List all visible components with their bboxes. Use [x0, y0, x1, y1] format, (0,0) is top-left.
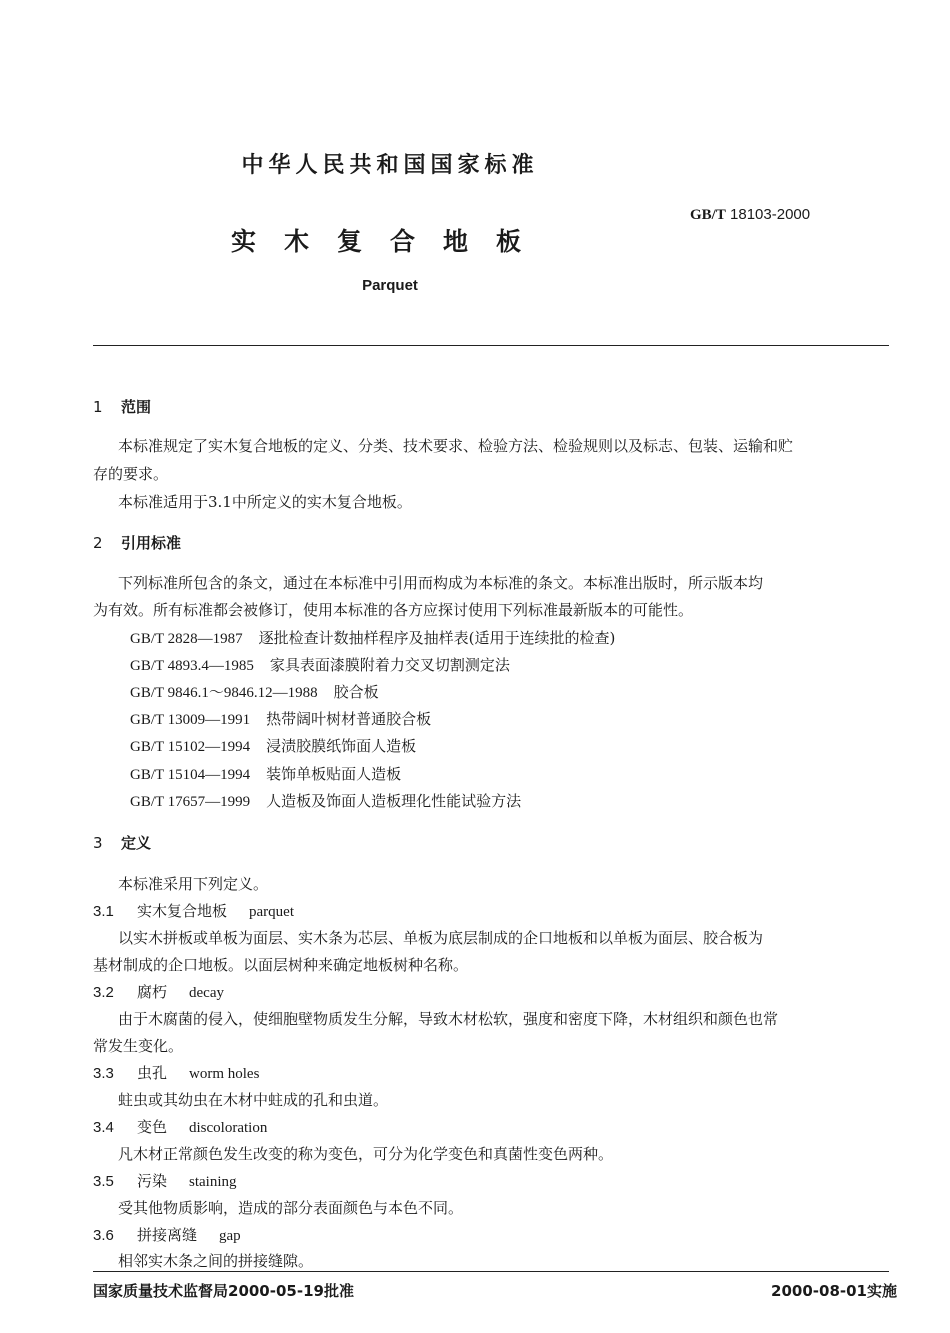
definition-term: [93, 1062, 259, 1083]
reference-code: GB/T 2828—1987: [130, 631, 243, 647]
definition-term-en: worm holes: [189, 1066, 260, 1082]
document-title: 实木复合地板: [230, 227, 549, 256]
definition-term: [93, 1224, 241, 1245]
reference-item: [130, 735, 416, 756]
definition-term-cn: 实木复合地板: [137, 902, 228, 920]
definition-text-line1: 相邻实木条之间的拼接缝隙。: [118, 1252, 314, 1270]
definition-term: [93, 1170, 237, 1191]
reference-title: 热带阔叶树材普通胶合板: [266, 710, 432, 728]
section-title: 定义: [121, 834, 152, 852]
reference-item: [130, 790, 521, 811]
definition-text-line1: 以实木拼板或单板为面层、实木条为芯层、单板为底层制成的企口地板和以单板为面层、胶合板为: [118, 929, 764, 947]
definition-term-en: decay: [189, 985, 224, 1001]
standard-code-prefix: GB/T: [690, 207, 726, 223]
reference-item: [130, 654, 510, 675]
definition-number: 3.3: [93, 1065, 114, 1082]
reference-code: GB/T 13009—1991: [130, 712, 251, 728]
section-1-para2: 本标准适用于3.1中所定义的实木复合地板。: [118, 493, 412, 511]
definition-term: [93, 981, 224, 1002]
reference-title: 浸渍胶膜纸饰面人造板: [266, 737, 417, 755]
definition-term-cn: 虫孔: [137, 1064, 168, 1082]
reference-code: GB/T 15102—1994: [130, 739, 251, 755]
definition-term-en: parquet: [249, 904, 294, 920]
header-rule: [93, 345, 889, 346]
implementation-date: 2000-08-01实施: [771, 1282, 897, 1300]
section-number: 3: [93, 834, 103, 852]
reference-item: [130, 681, 379, 702]
approval-date: 国家质量技术监督局2000-05-19批准: [93, 1282, 354, 1300]
definition-term: [93, 1116, 267, 1137]
definition-term-en: discoloration: [189, 1120, 268, 1136]
section-1-para1-line1: 本标准规定了实木复合地板的定义、分类、技术要求、检验方法、检验规则以及标志、包装、运输和贮: [118, 437, 794, 455]
section-number: 1: [93, 398, 103, 416]
section-3-heading: [93, 832, 151, 853]
definition-text-line2: 常发生变化。: [93, 1037, 184, 1055]
reference-title: 装饰单板贴面人造板: [266, 765, 402, 783]
definition-number: 3.4: [93, 1119, 114, 1136]
definition-text-line1: 由于木腐菌的侵入，使细胞壁物质发生分解，导致木材松软，强度和密度下降，木材组织和颜色也常: [118, 1010, 779, 1028]
section-3-intro: 本标准采用下列定义。: [118, 875, 269, 893]
section-number: 2: [93, 534, 103, 552]
section-2-para-line1: 下列标准所包含的条文，通过在本标准中引用而构成为本标准的条文。本标准出版时，所示版本均: [118, 574, 764, 592]
document-subtitle: Parquet: [362, 277, 418, 294]
section-title: 引用标准: [121, 534, 182, 552]
reference-code: GB/T 9846.1～9846.12—1988: [130, 685, 318, 701]
reference-code: GB/T 15104—1994: [130, 767, 251, 783]
definition-text-line1: 受其他物质影响，造成的部分表面颜色与本色不同。: [118, 1199, 464, 1217]
reference-title: 人造板及饰面人造板理化性能试验方法: [266, 792, 522, 810]
definition-term-cn: 变色: [137, 1118, 168, 1136]
definition-number: 3.5: [93, 1173, 114, 1190]
section-title: 范围: [121, 398, 152, 416]
definition-term-en: staining: [189, 1174, 237, 1190]
section-2-heading: [93, 532, 181, 553]
definition-term-cn: 腐朽: [137, 983, 168, 1001]
footer-rule: [93, 1271, 889, 1272]
definition-number: 3.1: [93, 903, 114, 920]
reference-item: [130, 627, 615, 648]
reference-title: 家具表面漆膜附着力交叉切割测定法: [269, 656, 510, 674]
definition-term-cn: 污染: [137, 1172, 168, 1190]
standard-code-number: 18103-2000: [730, 206, 811, 223]
section-1-para1-line2: 存的要求。: [93, 465, 169, 483]
definition-number: 3.6: [93, 1227, 114, 1244]
reference-title: 逐批检查计数抽样程序及抽样表(适用于连续批的检查): [258, 629, 616, 647]
definition-text-line1: 蛀虫或其幼虫在木材中蛀成的孔和虫道。: [118, 1091, 389, 1109]
definition-text-line1: 凡木材正常颜色发生改变的称为变色，可分为化学变色和真菌性变色两种。: [118, 1145, 614, 1163]
definition-term-en: gap: [219, 1228, 241, 1244]
definition-term-cn: 拼接离缝: [137, 1226, 198, 1244]
definition-number: 3.2: [93, 984, 114, 1001]
reference-code: GB/T 4893.4—1985: [130, 658, 254, 674]
reference-code: GB/T 17657—1999: [130, 794, 251, 810]
reference-item: [130, 708, 431, 729]
section-2-para-line2: 为有效。所有标准都会被修订，使用本标准的各方应探讨使用下列标准最新版本的可能性。: [93, 601, 694, 619]
section-1-heading: [93, 396, 151, 417]
definition-term: [93, 900, 294, 921]
reference-title: 胶合板: [333, 683, 379, 701]
national-standard-heading: 中华人民共和国国家标准: [241, 153, 539, 178]
reference-item: [130, 763, 401, 784]
definition-text-line2: 基材制成的企口地板。以面层树种来确定地板树种名称。: [93, 956, 469, 974]
